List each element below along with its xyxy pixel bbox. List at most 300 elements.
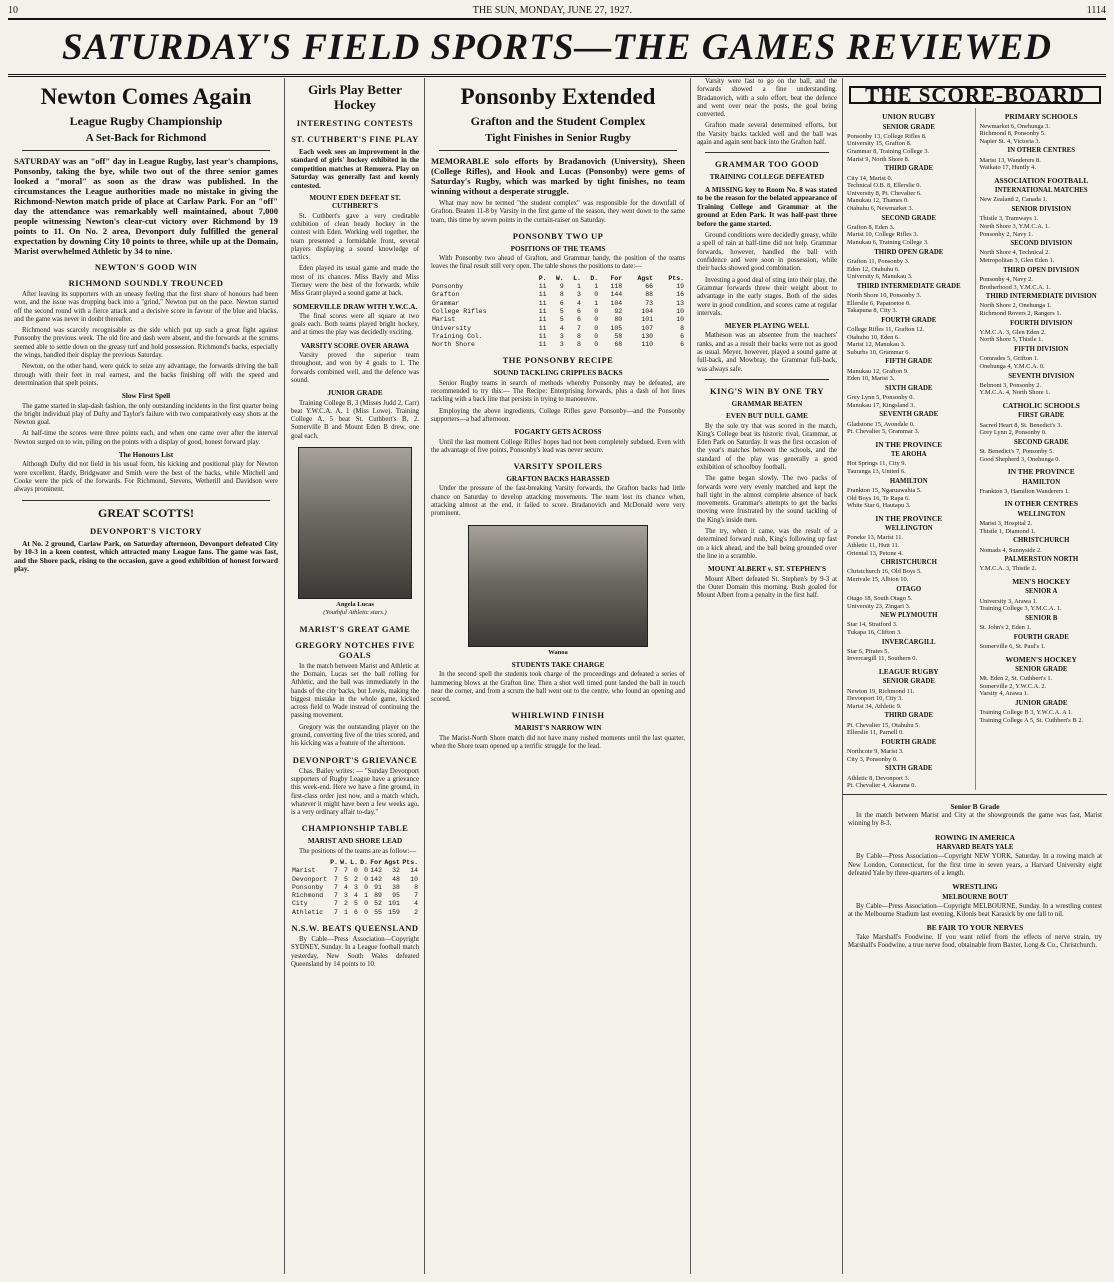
table-cell: Training Col.: [432, 332, 483, 340]
subhead: BE FAIR TO YOUR NERVES: [926, 923, 1024, 933]
paragraph: The game started in slap-dash fashion, the only outstanding incidents in the first quarter being the bright individual play of Dufty and Taylor's failure with two comparatively easy shots at the Newton goal.: [14, 402, 278, 427]
table-row: [291, 909, 419, 917]
table-cell: 0: [354, 867, 358, 875]
table-cell: 118: [610, 283, 623, 291]
paragraph: The game began slowly. The two packs of forwards were very evenly matched and kept the ball tight in the almost complete absence of back movements. Grammar's attempts to get the backs moving were frustrated by the sound tackling of the King's inside men.: [697, 475, 837, 524]
divider: [22, 500, 270, 501]
table-header-cell: W.: [340, 858, 348, 866]
table-header-cell: P.: [330, 858, 338, 866]
subhead: GRAMMAR TOO GOOD: [714, 159, 820, 170]
score-line: Pt. Chevalier 4, Akarana 0.: [847, 782, 917, 790]
score-grade-heading: FOURTH DIVISION: [1010, 319, 1073, 327]
table-row: [431, 283, 685, 291]
subhead: WHIRLWIND FINISH: [511, 710, 605, 721]
score-line: Richmond Rovers 2, Rangers 1.: [979, 309, 1062, 317]
score-grade-heading: NEW PLYMOUTH: [880, 612, 938, 620]
table-header-cell: Agst: [637, 274, 654, 282]
deck2-ponsonby: Tight Finishes in Senior Rugby: [485, 132, 631, 144]
table-cell: 1: [344, 908, 348, 916]
table-cell: 11: [538, 307, 547, 315]
score-grade-heading: FIFTH DIVISION: [1014, 346, 1069, 354]
table-cell: 104: [641, 307, 654, 315]
score-line: College Rifles 11, Grafton 12.: [847, 326, 925, 334]
deck-ponsonby: Grafton and the Student Complex: [470, 114, 646, 128]
score-line: Marist 34, Athletic 9.: [847, 702, 902, 710]
score-grade-heading: THIRD OPEN DIVISION: [1003, 266, 1080, 274]
table-cell: 1: [594, 283, 599, 291]
paragraph: Investing a good deal of sting into their play, the Grammar forwards threw their weight about to advantage in the early stages. Both of the sides were in good condition, and scores came at regular intervals.: [697, 276, 837, 317]
table-row: [291, 884, 419, 892]
score-line: Pt. Chevalier 15, Otahuhu 5.: [847, 721, 920, 729]
paragraph: Matheson was an absentee from the teachers' ranks, and as a result their backs were not as good as usual. Meyer, however, played a sound game at full-back, and Mowbray, the Grammar full-back, was always safe.: [697, 332, 837, 373]
table-cell: Grafton: [432, 291, 460, 299]
table-cell: 8: [680, 324, 684, 332]
score-line: Ponsonby 4, Navy 2.: [979, 275, 1033, 283]
subhead: NEWTON'S GOOD WIN: [94, 262, 198, 272]
table-header-cell: Pts.: [668, 274, 684, 282]
table-cell: 52: [374, 900, 382, 908]
table-cell: 5: [559, 316, 564, 324]
table-cell: 7: [577, 324, 581, 332]
score-line: Newmarket 6, Onehunga 3.: [979, 122, 1050, 130]
column-newton: [8, 78, 284, 1274]
score-line: Grey Lynn 2, Ponsonby 0.: [979, 429, 1047, 437]
score-line: Athletic 11, Hutt 11.: [847, 541, 900, 549]
table-cell: 5: [344, 875, 348, 883]
score-line: North Shore 5, Thistle 1.: [979, 336, 1043, 344]
score-line: Ellerslie 11, Parnell 0.: [847, 729, 904, 737]
score-section-heading: IN THE PROVINCE: [875, 439, 943, 449]
score-line: Manukau 12, Thames 0.: [847, 197, 909, 205]
table-cell: 38: [392, 883, 400, 891]
table-cell: 0: [594, 332, 599, 340]
table-cell: 9: [559, 283, 564, 291]
paragraph: The Marist-North Shore match did not have many rushed moments until the last quarter, when the Shore team opened up a terrific struggle for the lead.: [431, 734, 685, 750]
score-line: Otahuhu 10, Eden 6.: [847, 333, 900, 341]
score-line: Marist 10, College Rifles 3.: [847, 231, 918, 239]
paragraph: By Cable—Press Association—Copyright NEW YORK, Saturday. In a rowing match at New London, Connecticut, for the first time in seven years, a Harvard University eight defeated Yale by three-quarters of a length.: [848, 853, 1102, 877]
subhead: KING'S WIN BY ONE TRY: [710, 385, 824, 396]
paragraph: In the match between Marist and Athletic at the Domain, Lucas set the ball rolling for Athletic, and the ball was immediately in the hands of the city backs, but Lewis, making the biggest mistake in the whole game, kicked across field to Wade instead of continuing the passing movement.: [291, 662, 419, 720]
table-cell: 8: [414, 883, 418, 891]
score-grade-heading: WELLINGTON: [1017, 510, 1066, 518]
table-row: [291, 867, 419, 875]
score-line: University 15, Grafton 8.: [847, 140, 912, 148]
score-line: Thistle 1, Diamond 1.: [979, 527, 1036, 535]
score-line: Manukau 6, Training College 3.: [847, 239, 929, 247]
score-grade-heading: IN OTHER CENTRES: [1007, 147, 1076, 155]
score-grade-heading: TE AROHA: [890, 451, 927, 459]
subhead: MOUNT ALBERT v. ST. STEPHEN'S: [708, 565, 826, 574]
table-cell: 2: [344, 900, 348, 908]
score-grade-heading: FIRST GRADE: [1018, 412, 1065, 420]
table-cell: 10: [676, 307, 684, 315]
divider: [439, 150, 677, 151]
score-line: Marist 3, Hospital 2.: [979, 520, 1033, 528]
scoreboard-columns: [843, 108, 1107, 790]
divider: [705, 379, 829, 380]
score-grade-heading: INVERCARGILL: [881, 638, 936, 646]
paragraph: Varsity were fast to go on the ball, and the forwards showed a fine understanding. Bradanovich, with a solo effort, beat the defence and went over near the posts, the goal being converted.: [697, 78, 837, 119]
lead-paragraph: A MISSING key to Room No. 8 was stated to be the reason for the belated appearance of Training College and Grammar at the ground at Eden Park. It was half-past three before the game started.: [697, 185, 837, 228]
table-row: [431, 300, 685, 308]
score-line: Star 6, Pirates 5.: [847, 647, 890, 655]
player-photo: [468, 525, 648, 647]
page-number: 10: [8, 4, 18, 16]
table-cell: Devonport: [292, 875, 328, 883]
table-cell: 11: [538, 324, 547, 332]
table-cell: 142: [370, 875, 382, 883]
subhead: EVEN BUT DULL GAME: [726, 412, 808, 421]
table-cell: 6: [680, 341, 684, 349]
table-row: [291, 900, 419, 908]
table-cell: 0: [364, 908, 368, 916]
score-grade-heading: THIRD GRADE: [884, 712, 934, 720]
score-line: North Shore 2, Onehunga 1.: [979, 302, 1052, 310]
paragraph: Richmond was scarcely recognisable as the side which put up such a great fight against Ponsonby the previous week. The old fire and dash were absent, and the forwards at the scrums seemed able to settle down on the greasy turf and hold possession. Richmond's backs, especially the wings, handled their display the previous Saturday.: [14, 327, 278, 360]
subhead: MEYER PLAYING WELL: [724, 322, 810, 331]
score-grade-heading: SENIOR DIVISION: [1011, 206, 1071, 214]
score-grade-heading: PALMERSTON NORTH: [1004, 556, 1079, 564]
score-grade-heading: INTERNATIONAL MATCHES: [994, 187, 1088, 195]
table-row: [431, 333, 685, 341]
score-line: University 23, Zingari 3.: [847, 602, 911, 610]
score-grade-heading: SECOND GRADE: [881, 214, 937, 222]
paragraph: Mount Albert defeated St. Stephen's by 9-3 at the Outer Domain this morning. Bush goaled for Mount Albert from a penalty in the first half.: [697, 575, 837, 600]
subhead: N.S.W. BEATS QUEENSLAND: [291, 923, 419, 934]
paragraph: With Ponsonby two ahead of Grafton, and Grammar handy, the position of the teams leaves the final result still very open. The table shows the positions to date:—: [431, 255, 685, 271]
score-grade-heading: THIRD GRADE: [884, 165, 934, 173]
score-line: North Shore 3, Y.M.C.A. 1.: [979, 222, 1050, 230]
table-cell: 104: [610, 299, 623, 307]
table-cell: 7: [334, 892, 338, 900]
score-line: Metropolitan 3, Glen Eden 1.: [979, 257, 1055, 265]
score-grade-heading: SENIOR GRADE: [1015, 665, 1068, 673]
page-mark: 1114: [1086, 4, 1106, 16]
table-cell: 68: [614, 341, 623, 349]
table-cell: 8: [577, 341, 581, 349]
table-cell: 5: [559, 307, 564, 315]
paragraph: In the second spell the students took charge of the proceedings and defeated a series of hammering blows at the Grafton line. Then a shot well timed punt landed the ball in touch near the corner, and from a scrum the ball went out to the centre, who found an opening and scored.: [431, 671, 685, 704]
score-line: Training College B 3, Y.W.C.A. A 1.: [979, 709, 1073, 717]
table-cell: College Rifles: [432, 307, 487, 315]
photo-caption: Wanoa: [548, 648, 568, 656]
table-cell: 0: [594, 324, 599, 332]
score-line: North Shore 4, Technical 2.: [979, 249, 1050, 257]
table-cell: North Shore: [432, 341, 475, 349]
score-line: Suburbs 10, Grammar 6.: [847, 348, 911, 356]
table-cell: Athletic: [292, 908, 324, 916]
score-line: Sacred Heart 8, St. Benedict's 3.: [979, 421, 1062, 429]
subhead: GREAT SCOTTS!: [98, 505, 194, 520]
column-grammar: [690, 78, 843, 1274]
paragraph: St. Cuthbert's gave a very creditable exhibition of clean heady hockey in the contest with Eden. Working well together, the team presented a formidable front, several players displaying a sound knowledge of tactics.: [291, 212, 419, 262]
table-row: [431, 316, 685, 324]
score-line: Pt. Chevalier 5, Grammar 3.: [847, 428, 920, 436]
score-grade-heading: CHRISTCHURCH: [880, 559, 937, 567]
score-line: Nomads 4, Sunnyside 2.: [979, 546, 1042, 554]
subhead: TRAINING COLLEGE DEFEATED: [709, 173, 825, 182]
score-line: City 3, Ponsonby 0.: [847, 755, 898, 763]
table-cell: 101: [388, 900, 400, 908]
subhead: The Honours List: [118, 451, 174, 460]
table-cell: 3: [559, 341, 564, 349]
subhead: GRAMMAR BEATEN: [731, 399, 803, 408]
table-cell: 11: [538, 299, 547, 307]
table-cell: 2: [414, 908, 418, 916]
banner-title: SATURDAY'S FIELD SPORTS—THE GAMES REVIEWED: [62, 26, 1052, 68]
score-grade-heading: SEVENTH DIVISION: [1008, 372, 1075, 380]
score-section-heading: MEN'S HOCKEY: [1012, 577, 1071, 587]
table-cell: 3: [559, 332, 564, 340]
table-cell: Marist: [292, 867, 316, 875]
score-line: Training College A 5, St. Cuthbert's B 2.: [979, 716, 1084, 724]
paragraph: Under the pressure of the fast-breaking Varsity forwards, the Grafton backs had little chance on Saturday to develop attacking movements. The team lost its chance when, attacking almost at the end, it failed to score. Bradanovich and McDonald were very prominent.: [431, 485, 685, 518]
table-cell: 55: [374, 908, 382, 916]
paragraph: At No. 2 ground, Carlaw Park, on Saturday afternoon, Devonport defeated City by 10-3 in a keen contest, which attracted many League fans. The game was fast, and the Shore pack, rising to the occasion, gave a good exhibition of honest forward play.: [14, 538, 278, 574]
score-grade-heading: HAMILTON: [889, 477, 928, 485]
score-line: Athletic 8, Devonport 3.: [847, 774, 910, 782]
subhead: MARIST'S NARROW WIN: [514, 724, 602, 733]
athletes-photo: [298, 447, 413, 599]
table-cell: 0: [594, 307, 599, 315]
score-grade-heading: FOURTH GRADE: [881, 316, 937, 324]
paragraph: Employing the above ingredients, College Rifles gave Ponsonby—and the Ponsonby supporters—a bad afternoon.: [431, 407, 685, 423]
score-grade-heading: CHRISTCHURCH: [1013, 537, 1070, 545]
divider: [22, 150, 270, 151]
score-grade-heading: FIFTH GRADE: [885, 358, 933, 366]
table-cell: 0: [364, 883, 368, 891]
score-line: Comrades 5, Grifton 1.: [979, 355, 1039, 363]
score-line: St. John's 2, Eden 1.: [979, 624, 1032, 632]
table-cell: 8: [559, 291, 564, 299]
score-line: Marist 9, North Shore 8.: [847, 155, 910, 163]
headline-newton: Newton Comes Again: [40, 84, 252, 109]
score-section-heading: CATHOLIC SCHOOLS: [1002, 401, 1080, 411]
subhead: INTERESTING CONTESTS: [296, 118, 414, 128]
score-section-heading: IN OTHER CENTRES: [1004, 499, 1078, 509]
score-line: Hot Springs 11, City 9.: [847, 460, 907, 468]
paragraph: After leaving its supporters with an uneasy feeling that the first share of honours had been won, and the issue was dropping back into a "grind," Newton put on the pace. Newton started off the second round with a fierce attack and a decisive score in favour of the blue and blacks, and the game was never in doubt thereafter.: [14, 291, 278, 323]
score-board: [842, 78, 1107, 1274]
score-line: University 6, Manukau 3.: [847, 273, 913, 281]
score-line: Frankton 15, Ngaruawahia 5.: [847, 486, 922, 494]
lead-paragraph: SATURDAY was an "off" day in League Rugby, last year's champions, Ponsonby, taking the bye, while two out of the three senior games looked a "moral" as soon as the draw was published. In the circumstances the League authorities made no mistake in giving the Richmond-Newton match pride of place at Carlaw Park. For an "off" day the attendance was remarkably well maintained, about 7,000 people witnessing Newton's clear-cut victory over Richmond by 19 points to 11. On No. 2 area, Devonport duly fulfilled the general expectation by downing City 10 points to three, while up at the Domain, Marist overwhelmed Athletic by 34 to nine.: [14, 156, 278, 256]
score-grade-heading: FOURTH GRADE: [1013, 633, 1069, 641]
score-line: Somerville 2, Y.W.C.A. 2.: [979, 682, 1047, 690]
score-line: Y.M.C.A. 3, Thistle 2.: [979, 565, 1037, 573]
paragraph: Although Dufty did not field in his usual form, his kicking and positional play for Newton were excellent. Hardy, Bridgwater and Smith were the best of the backs, while Mitchell and Cooke were the pick of the forwards. For Richmond, Stevens, Wetherill and Davidson were always prominent.: [14, 461, 278, 494]
table-cell: 107: [641, 324, 654, 332]
score-grade-heading: SENIOR A: [1025, 588, 1058, 596]
table-cell: 91: [374, 883, 382, 891]
paragraph: Varsity proved the superior team throughout, and won by 4 goals to 1. The forwards combined well, and the defence was sound.: [291, 352, 419, 384]
table-header-cell: L.: [573, 274, 581, 282]
score-line: Merivale 15, Albion 10.: [847, 576, 909, 584]
paragraph: By the sole try that was scored in the match, King's College beat its historic rival, Grammar, at Eden Park on Saturday. It was the first occasion of the year's matches between the schools, and the standard of the play was generally a good exhibition of schoolboy football.: [697, 422, 837, 471]
score-line: Somerville 6, St. Paul's 1.: [979, 643, 1046, 651]
table-header-cell: For: [370, 858, 382, 866]
score-grade-heading: SECOND GRADE: [1013, 438, 1069, 446]
score-line: Gladstone 15, Avondale 0.: [847, 420, 915, 428]
subhead: MARIST AND SHORE LEAD: [307, 837, 403, 846]
table-row: [431, 291, 685, 299]
table-cell: 7: [334, 875, 338, 883]
table-row: [431, 325, 685, 333]
subhead: VARSITY SCORE OVER ARAWA: [300, 341, 410, 350]
table-row: [431, 308, 685, 316]
score-line: Takapuna 8, City 3.: [847, 307, 898, 315]
table-cell: 7: [344, 867, 348, 875]
table-cell: 5: [354, 900, 358, 908]
table-cell: 0: [364, 867, 368, 875]
score-section-heading: PRIMARY SCHOOLS: [1004, 112, 1078, 122]
table-header-cell: L.: [350, 858, 358, 866]
table-cell: 11: [538, 291, 547, 299]
score-grade-heading: THIRD OPEN GRADE: [874, 248, 944, 256]
table-cell: 11: [538, 283, 547, 291]
paragraph: What may now be termed "the student complex" was responsible for the downfall of Grafton. Beaten 11-8 by Varsity in the first game of the season, they went down to the same team, this time by seven points in the curtain-raiser on Saturday.: [431, 200, 685, 224]
table-cell: Ponsonby: [432, 283, 464, 291]
subhead: POSITIONS OF THE TEAMS: [510, 244, 606, 253]
table-cell: 1: [364, 892, 368, 900]
table-cell: 7: [334, 883, 338, 891]
photo-caption: (Youthful Athletic stars.): [323, 609, 387, 617]
subhead: MELBOURNE BOUT: [942, 893, 1008, 901]
table-cell: 0: [594, 291, 599, 299]
paragraph: Senior Rugby teams in search of methods whereby Ponsonby may be defeated, are recommended to try this:— The Recipe: Enterprising forwards, plus a dash of hot lines tackling with a back line that persists in trying to manoeuvre.: [431, 379, 685, 404]
subhead: STUDENTS TAKE CHARGE: [511, 660, 605, 669]
score-grade-heading: THIRD INTERMEDIATE DIVISION: [985, 293, 1097, 301]
table-header-cell: W.: [555, 274, 564, 282]
table-cell: 10: [676, 316, 684, 324]
score-line: Devonport 10, City 3.: [847, 695, 903, 703]
table-header-cell: [291, 859, 329, 867]
subhead: SOMERVILLE DRAW WITH Y.W.C.A.: [292, 302, 418, 311]
table-cell: 0: [594, 316, 599, 324]
lead-paragraph: Each week sees an improvement in the standard of girls' hockey exhibited in the competition matches at Remuera. Play on Saturday was generally fast and keenly contested.: [291, 148, 419, 190]
photo-caption: Angela Lucas: [336, 601, 374, 609]
subhead: HARVARD BEATS YALE: [936, 844, 1014, 852]
column-ponsonby: [424, 78, 691, 1274]
table-cell: 7: [414, 892, 418, 900]
score-section-heading: ASSOCIATION FOOTBALL: [994, 175, 1089, 185]
score-grade-heading: SENIOR GRADE: [882, 123, 935, 131]
score-grade-heading: SECOND DIVISION: [1010, 240, 1073, 248]
lead-paragraph: MEMORABLE solo efforts by Bradanovich (University), Sheen (College Rifles), and Hook and Lucas (Ponsonby) were gems of Saturday's Rugby, which was marked by tight finishes, no team winning without a desperate struggle.: [431, 156, 685, 196]
table-cell: 4: [354, 892, 358, 900]
table-cell: 2: [354, 875, 358, 883]
score-line: City 14, Marist 0.: [847, 174, 893, 182]
scoreboard-title: THE SCORE-BOARD: [849, 86, 1101, 104]
score-section-heading: UNION RUGBY: [882, 112, 936, 122]
table-header-cell: P.: [538, 274, 547, 282]
paragraph: Newton, on the other hand, were quick to seize any advantage, the forwards driving the ball through with their feet in real earnest, and the backs finishing off with the speed and determination that spelt points.: [14, 363, 278, 387]
deck-newton: League Rugby Championship: [69, 114, 223, 128]
masthead: [8, 2, 1106, 18]
score-line: Eden 10, Marist 3.: [847, 375, 895, 383]
score-section-heading: IN THE PROVINCE: [1007, 467, 1075, 477]
table-cell: Richmond: [292, 892, 324, 900]
table-cell: 48: [392, 875, 400, 883]
table-cell: 0: [364, 900, 368, 908]
table-row: [291, 892, 419, 900]
paragraph: At half-time the scores were three points each, and when one came over after the interval Newton surged on to win, piling on the points with a display of good, honest forward play.: [14, 430, 278, 446]
subhead: PONSONBY TWO UP: [512, 230, 604, 241]
table-cell: 4: [559, 324, 564, 332]
table-header-cell: D.: [590, 274, 599, 282]
subhead: MARIST'S GREAT GAME: [299, 623, 411, 634]
score-line: Thistle 3, Tramways 1.: [979, 215, 1039, 223]
senior-rugby-table: [431, 275, 685, 350]
score-line: Napier St. 4, Victoria 3.: [979, 137, 1041, 145]
table-cell: Ponsonby: [292, 883, 324, 891]
table-cell: 4: [344, 883, 348, 891]
score-line: Varsity 4, Arawa 1.: [979, 690, 1029, 698]
score-line: Y.M.C.A. 3, Glen Eden 2.: [979, 328, 1046, 336]
headline-ponsonby: Ponsonby Extended: [460, 84, 656, 109]
score-line: New Zealand 2, Canada 1.: [979, 196, 1048, 204]
table-row: [431, 341, 685, 349]
paragraph: Grafton made several determined efforts, but the Varsity backs tackled well and the ball was again and again sent back into the Grafton half.: [697, 122, 837, 147]
table-cell: 89: [374, 892, 382, 900]
column-hockey: [284, 78, 425, 1274]
score-line: St. Benedict's 7, Ponsonby 5.: [979, 448, 1054, 456]
paragraph: Until the last moment College Rifles' hopes had not been completely subdued. Even with the advantage of five points, Ponsonby's lead was never secure.: [431, 438, 685, 454]
scoreboard-extras: [843, 794, 1107, 950]
table-cell: 11: [538, 316, 547, 324]
table-cell: 3: [354, 883, 358, 891]
paragraph: Ground conditions were decidedly greasy, while a spell of rain at half-time did not help. Grammar forwards, however, handled the ball with confidence and were soon in possession, while their backs showed good combination.: [697, 232, 837, 273]
score-line: Grafton 11, Ponsonby 3.: [847, 257, 910, 265]
paragraph: In the match between Marist and City at the showgrounds the game was fast, Marist winning by 8-3.: [848, 812, 1102, 828]
score-line: White Star 6, Hautapu 3.: [847, 502, 911, 510]
score-line: Richmond 8, Ponsonby 5.: [979, 130, 1046, 138]
table-cell: Grammar: [432, 299, 460, 307]
score-grade-heading: JUNIOR GRADE: [1015, 699, 1068, 707]
subhead: ST. CUTHBERT'S FINE PLAY: [291, 134, 419, 144]
table-cell: 0: [364, 875, 368, 883]
subhead: SOUND TACKLING CRIPPLES BACKS: [493, 369, 623, 378]
table-cell: 6: [354, 908, 358, 916]
score-line: Christchurch 16, Old Boys 5.: [847, 568, 922, 576]
table-cell: 159: [388, 908, 400, 916]
score-line: Technical O.B. 8, Ellerslie 0.: [847, 182, 922, 190]
paragraph: The final scores were all square at two goals each. Both teams played bright hockey, and at times the play was decidedly exciting.: [291, 312, 419, 337]
table-cell: 11: [538, 341, 547, 349]
table-cell: 3: [577, 291, 581, 299]
table-cell: 58: [614, 332, 623, 340]
subhead: THE PONSONBY RECIPE: [502, 355, 614, 366]
score-line: Y.M.C.A. 4, North Shore 1.: [979, 389, 1051, 397]
table-cell: 7: [334, 908, 338, 916]
table-cell: 88: [645, 291, 654, 299]
score-line: Brotherhood 3, Y.M.C.A. 1.: [979, 283, 1051, 291]
table-cell: 6: [680, 332, 684, 340]
table-cell: 14: [410, 867, 418, 875]
score-grade-heading: SIXTH GRADE: [885, 765, 933, 773]
score-grade-heading: WELLINGTON: [884, 525, 933, 533]
score-line: Manukau 12, Grafton 9.: [847, 367, 909, 375]
table-cell: 6: [559, 299, 564, 307]
subhead: FOGARTY GETS ACROSS: [514, 428, 602, 437]
score-grade-heading: SIXTH GRADE: [885, 384, 933, 392]
score-line: Training College 3, Y.M.C.A. 1.: [979, 605, 1062, 613]
table-header-cell: For: [610, 274, 623, 282]
paragraph: The try, when it came, was the result of a determined forward rush, King's following up fast on a kick ahead, and the ball being grounded over the line in a scramble.: [697, 528, 837, 560]
score-line: Ponsonby 13, College Rifles 8.: [847, 132, 927, 140]
score-line: Eden 12, Otahuhu 6.: [847, 265, 900, 273]
